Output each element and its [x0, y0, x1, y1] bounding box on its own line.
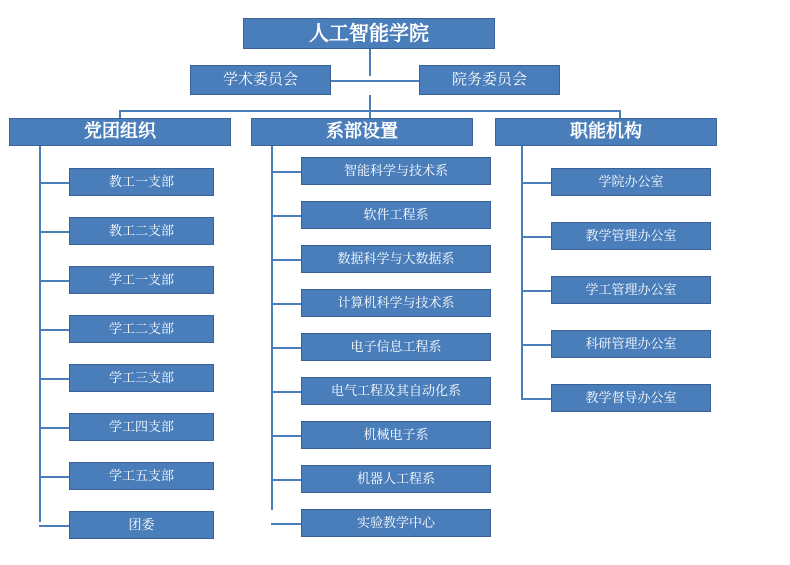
node-office-4[interactable]: 科研管理办公室 [551, 330, 711, 358]
connector-office-5 [521, 398, 551, 400]
node-party-5[interactable]: 学工三支部 [69, 364, 214, 392]
node-committee-affairs[interactable]: 院务委员会 [419, 65, 560, 95]
connector-department-9 [271, 523, 301, 525]
connector-office-1 [521, 182, 551, 184]
connector-party-1 [39, 182, 69, 184]
connector-office-3 [521, 290, 551, 292]
connector-spine-1 [39, 146, 41, 522]
connector-spine-2 [271, 146, 273, 510]
node-office-2[interactable]: 教学管理办公室 [551, 222, 711, 250]
node-department-3[interactable]: 数据科学与大数据系 [301, 245, 491, 273]
connector-root-to-bus [369, 95, 371, 111]
connector-department-1 [271, 171, 301, 173]
node-department-9[interactable]: 实验教学中心 [301, 509, 491, 537]
node-party-2[interactable]: 教工二支部 [69, 217, 214, 245]
connector-party-4 [39, 329, 69, 331]
node-committee-academic[interactable]: 学术委员会 [190, 65, 331, 95]
node-office-1[interactable]: 学院办公室 [551, 168, 711, 196]
node-branch-party[interactable]: 党团组织 [9, 118, 231, 146]
node-department-8[interactable]: 机器人工程系 [301, 465, 491, 493]
node-root[interactable]: 人工智能学院 [243, 18, 495, 49]
node-branch-functional[interactable]: 职能机构 [495, 118, 717, 146]
node-party-4[interactable]: 学工二支部 [69, 315, 214, 343]
connector-bus-to-branch-2 [369, 110, 371, 118]
connector-department-5 [271, 347, 301, 349]
node-party-6[interactable]: 学工四支部 [69, 413, 214, 441]
connector-bus-to-branch-1 [119, 110, 121, 118]
node-department-7[interactable]: 机械电子系 [301, 421, 491, 449]
connector-department-7 [271, 435, 301, 437]
connector-bus-to-branch-3 [619, 110, 621, 118]
node-party-1[interactable]: 教工一支部 [69, 168, 214, 196]
node-party-3[interactable]: 学工一支部 [69, 266, 214, 294]
connector-department-8 [271, 479, 301, 481]
node-party-7[interactable]: 学工五支部 [69, 462, 214, 490]
connector-party-7 [39, 476, 69, 478]
node-office-3[interactable]: 学工管理办公室 [551, 276, 711, 304]
node-department-6[interactable]: 电气工程及其自动化系 [301, 377, 491, 405]
connector-office-2 [521, 236, 551, 238]
connector-department-4 [271, 303, 301, 305]
connector-party-3 [39, 280, 69, 282]
node-department-4[interactable]: 计算机科学与技术系 [301, 289, 491, 317]
connector-office-4 [521, 344, 551, 346]
node-branch-departments[interactable]: 系部设置 [251, 118, 473, 146]
connector-department-2 [271, 215, 301, 217]
node-department-2[interactable]: 软件工程系 [301, 201, 491, 229]
connector-root-down [369, 48, 371, 76]
connector-party-2 [39, 231, 69, 233]
node-department-5[interactable]: 电子信息工程系 [301, 333, 491, 361]
connector-party-5 [39, 378, 69, 380]
connector-party-8 [39, 525, 69, 527]
node-office-5[interactable]: 教学督导办公室 [551, 384, 711, 412]
node-department-1[interactable]: 智能科学与技术系 [301, 157, 491, 185]
connector-party-6 [39, 427, 69, 429]
node-party-8[interactable]: 团委 [69, 511, 214, 539]
connector-department-3 [271, 259, 301, 261]
connector-department-6 [271, 391, 301, 393]
